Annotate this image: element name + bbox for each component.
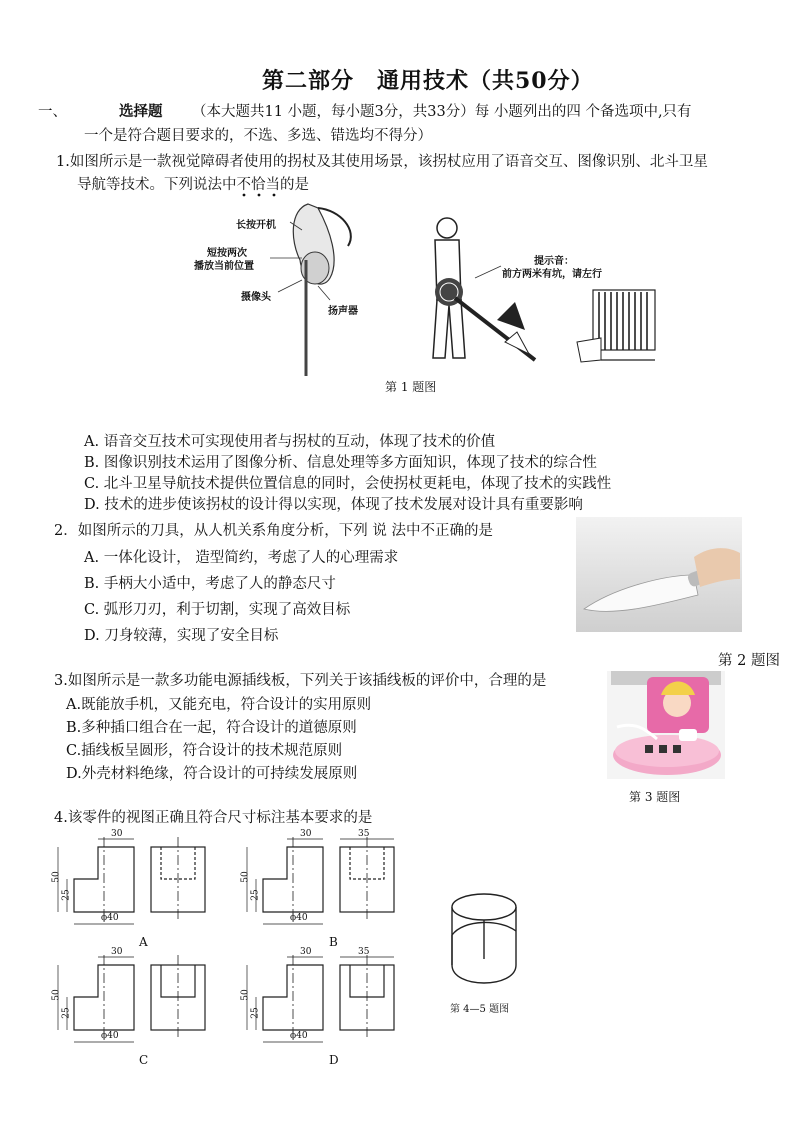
view-a-dim-h2: 25: [61, 889, 72, 901]
view-b-dim-top: 30: [300, 829, 312, 839]
q1-stem-2: 导航等技术。下列说法中不恰当的是: [77, 177, 309, 193]
view-c-dim-top: 30: [111, 947, 123, 957]
q2-stem: 2．如图所示的刀具，从人机关系角度分析，下列 说 法中不正确的是: [54, 523, 493, 539]
label-hint-1: 提示音：: [534, 256, 574, 267]
view-d-dim-side: 35: [358, 947, 370, 957]
cane-figure: [190, 200, 390, 380]
view-b-dim-side: 35: [358, 829, 370, 839]
power-strip-photo: [607, 671, 725, 779]
q2-option-c: C. 弧形刀刃，利于切割，实现了高效目标: [84, 602, 351, 618]
q4-caption: 第 4—5 题图: [450, 1004, 510, 1015]
q1-caption: 第 1 题图: [385, 380, 437, 394]
q1-option-a: A. 语音交互技术可实现使用者与拐杖的互动，体现了技术的价值: [84, 434, 496, 450]
view-b: [239, 827, 409, 947]
q3-option-d: D.外壳材料绝缘，符合设计的可持续发展原则: [66, 766, 358, 782]
view-a-dim-d: ϕ40: [101, 913, 119, 923]
label-short-press-2: 播放当前位置: [194, 261, 254, 272]
view-a: [50, 827, 220, 947]
q2-option-b: B. 手柄大小适中，考虑了人的静态尺寸: [84, 576, 336, 592]
label-short-press-1: 短按两次: [207, 248, 247, 259]
label-camera: 摄像头: [241, 292, 271, 303]
q2-option-a: A. 一体化设计， 造型简约，考虑了人的心理需求: [84, 550, 399, 566]
view-d-dim-h2: 25: [250, 1007, 261, 1019]
view-d: [239, 945, 409, 1065]
page-title: 第二部分 通用技术（共50分）: [262, 68, 594, 94]
knife-photo: [576, 517, 742, 632]
q1-stem-1: 1.如图所示是一款视觉障碍者使用的拐杖及其使用场景，该拐杖应用了语音交互、图像识别、北斗卫星: [56, 154, 708, 170]
view-b-dim-h2: 25: [250, 889, 261, 901]
usage-scene-figure: [405, 210, 665, 375]
view-b-dim-d: ϕ40: [290, 913, 308, 923]
label-speaker: 扬声器: [328, 306, 358, 317]
q2-option-d: D. 刀身较薄，实现了安全目标: [84, 628, 279, 644]
q3-option-c: C.插线板呈圆形，符合设计的技术规范原则: [66, 743, 343, 759]
q1-option-d: D. 技术的进步使该拐杖的设计得以实现，体现了技术发展对设计具有重要影响: [84, 497, 583, 513]
q3-option-a: A.既能放手机，又能充电，符合设计的实用原则: [66, 697, 372, 713]
section-desc: （本大题共11 小题，每小题3分，共33分）每 小题列出的四 个备选项中,只有: [192, 104, 692, 120]
view-c-dim-h: 50: [51, 989, 62, 1001]
view-d-dim-d: ϕ40: [290, 1031, 308, 1041]
label-long-press: 长按开机: [236, 220, 276, 231]
view-a-label: A: [139, 935, 148, 949]
view-d-dim-h: 50: [240, 989, 251, 1001]
q3-option-b: B.多种插口组合在一起，符合设计的道德原则: [66, 720, 357, 736]
cylinder-part-figure: [444, 885, 524, 995]
view-c-dim-d: ϕ40: [101, 1031, 119, 1041]
q2-caption: 第 2 题图: [718, 653, 780, 669]
view-b-dim-h: 50: [240, 871, 251, 883]
view-c-dim-h2: 25: [61, 1007, 72, 1019]
section-desc-2: 一个是符合题目要求的，不选、多选、错选均不得分）: [84, 128, 432, 144]
section-title: 选择题: [119, 103, 163, 120]
view-d-label: D: [329, 1053, 339, 1067]
view-b-label: B: [329, 935, 338, 949]
q4-stem: 4.该零件的视图正确且符合尺寸标注基本要求的是: [54, 810, 373, 826]
q1-option-b: B. 图像识别技术运用了图像分析、信息处理等多方面知识，体现了技术的综合性: [84, 455, 597, 471]
q3-stem: 3.如图所示是一款多功能电源插线板，下列关于该插线板的评价中，合理的是: [54, 673, 547, 689]
view-c-label: C: [139, 1053, 149, 1067]
view-c: [50, 945, 220, 1065]
view-a-dim-h: 50: [51, 871, 62, 883]
q3-caption: 第 3 题图: [629, 790, 681, 804]
label-hint-2: 前方两米有坑，请左行: [502, 269, 602, 280]
emphasis-dots: [240, 191, 290, 199]
section-number: 一、: [38, 104, 67, 120]
view-a-dim-top: 30: [111, 829, 123, 839]
view-d-dim-top: 30: [300, 947, 312, 957]
q1-option-c: C. 北斗卫星导航技术提供位置信息的同时，会使拐杖更耗电，体现了技术的实践性: [84, 476, 612, 492]
